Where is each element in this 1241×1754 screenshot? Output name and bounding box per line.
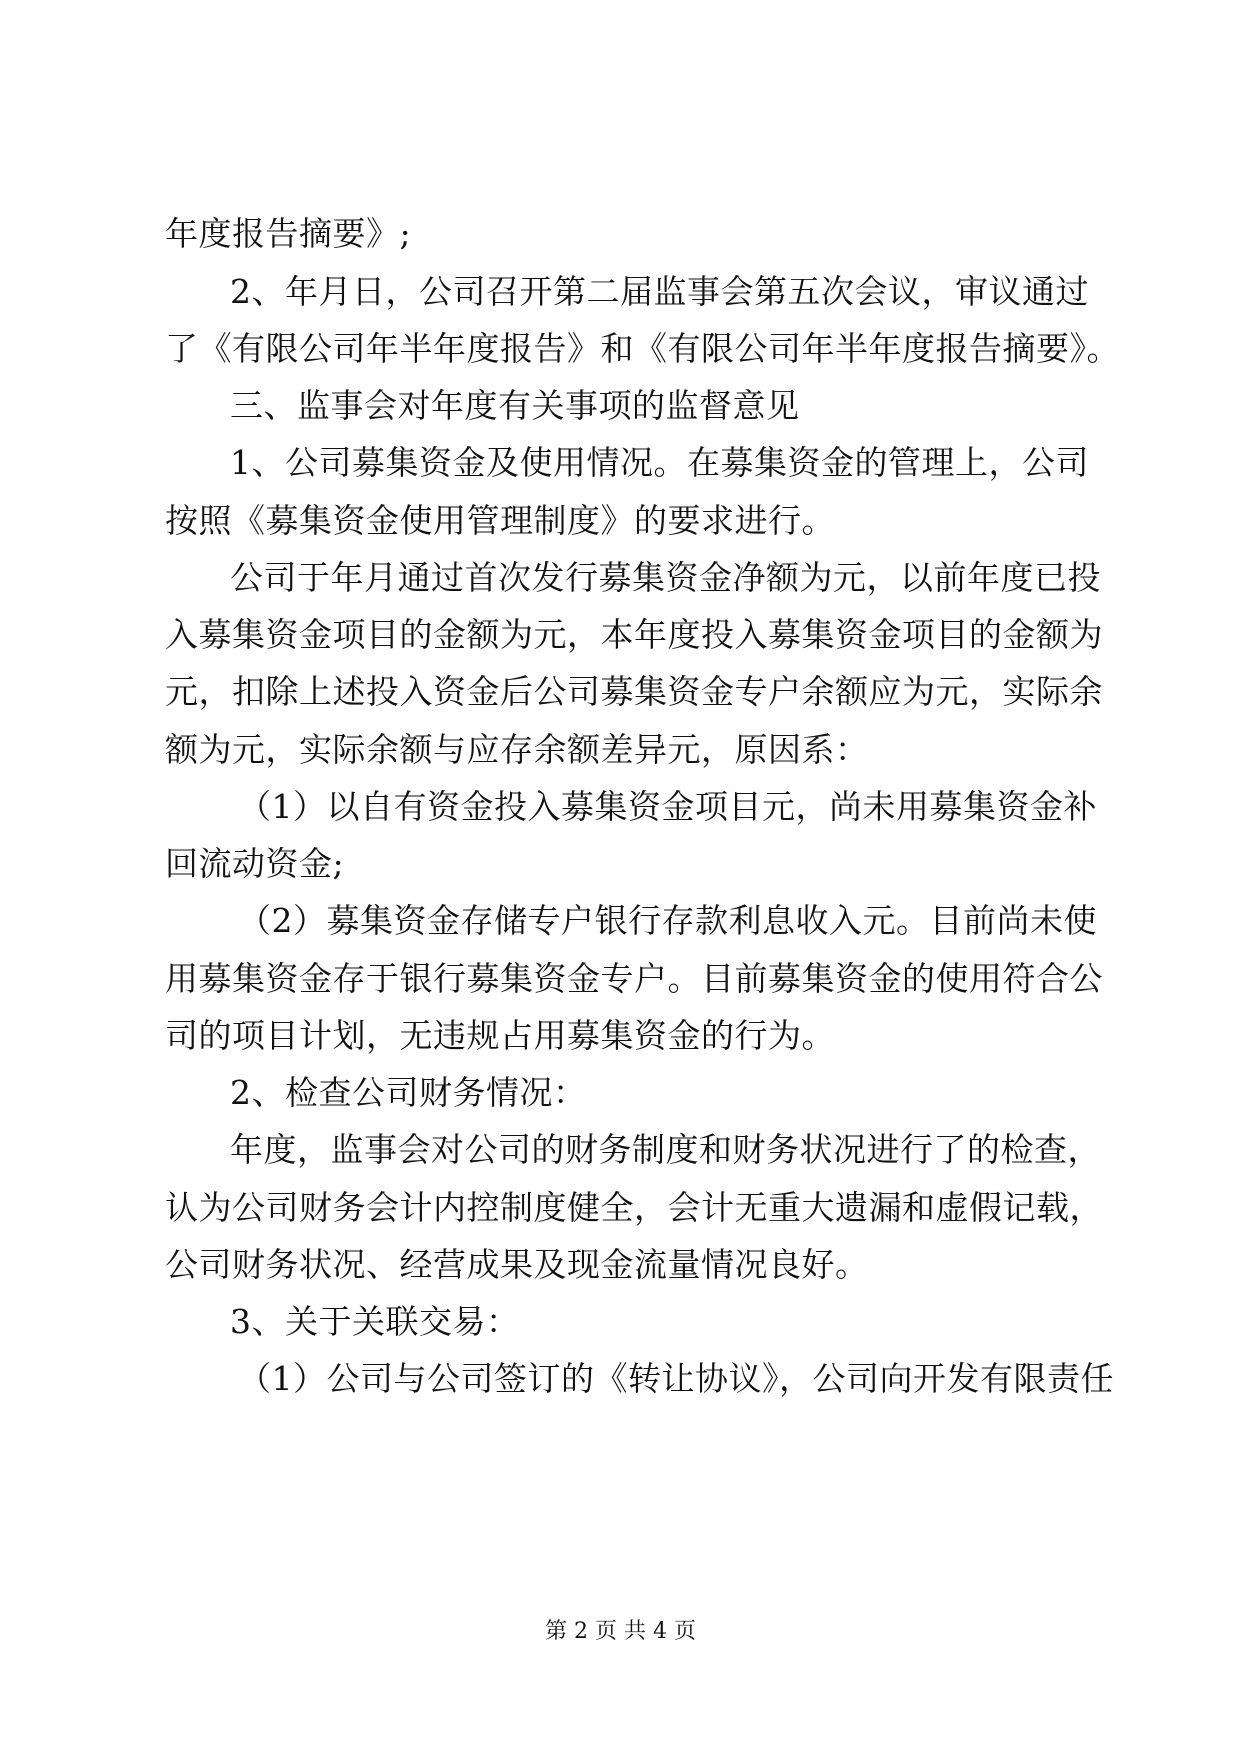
text-line: 年度，监事会对公司的财务制度和财务状况进行了的检查， xyxy=(230,1130,1101,1169)
text-line: （1）以自有资金投入募集资金项目元，尚未用募集资金补 xyxy=(238,787,1097,826)
text-line: 年度报告摘要》; xyxy=(165,214,412,253)
text-line: 按照《募集资金使用管理制度》的要求进行。 xyxy=(165,501,835,540)
text-line: 3、关于关联交易： xyxy=(230,1302,520,1341)
text-line: 2、检查公司财务情况： xyxy=(230,1073,587,1112)
text-line: （2）募集资金存储专户银行存款利息收入元。目前尚未使 xyxy=(238,901,1097,940)
text-line: 入募集资金项目的金额为元，本年度投入募集资金项目的金额为 xyxy=(165,615,1103,654)
text-line: 用募集资金存于银行募集资金专户。目前募集资金的使用符合公 xyxy=(165,959,1103,998)
text-line: （1）公司与公司签订的《转让协议》，公司向开发有限责任 xyxy=(238,1359,1114,1398)
section-heading: 三、监事会对年度有关事项的监督意见 xyxy=(230,386,800,425)
text-line: 2、年月日，公司召开第二届监事会第五次会议，审议通过 xyxy=(230,272,1089,311)
text-line: 公司于年月通过首次发行募集资金净额为元，以前年度已投 xyxy=(230,558,1101,597)
text-line: 了《有限公司年半年度报告》和《有限公司年半年度报告摘要》。 xyxy=(165,329,1120,368)
text-line: 回流动资金; xyxy=(165,844,345,883)
page-number-footer: 第 2 页 共 4 页 xyxy=(545,1619,696,1644)
text-line: 1、公司募集资金及使用情况。在募集资金的管理上，公司 xyxy=(230,443,1089,482)
text-line: 额为元，实际余额与应存余额差异元，原因系： xyxy=(165,730,869,769)
text-line: 元，扣除上述投入资金后公司募集资金专户余额应为元，实际余 xyxy=(165,672,1103,711)
text-line: 认为公司财务会计内控制度健全，会计无重大遗漏和虚假记载， xyxy=(165,1188,1103,1227)
text-line: 司的项目计划，无违规占用募集资金的行为。 xyxy=(165,1016,835,1055)
text-line: 公司财务状况、经营成果及现金流量情况良好。 xyxy=(165,1245,869,1284)
